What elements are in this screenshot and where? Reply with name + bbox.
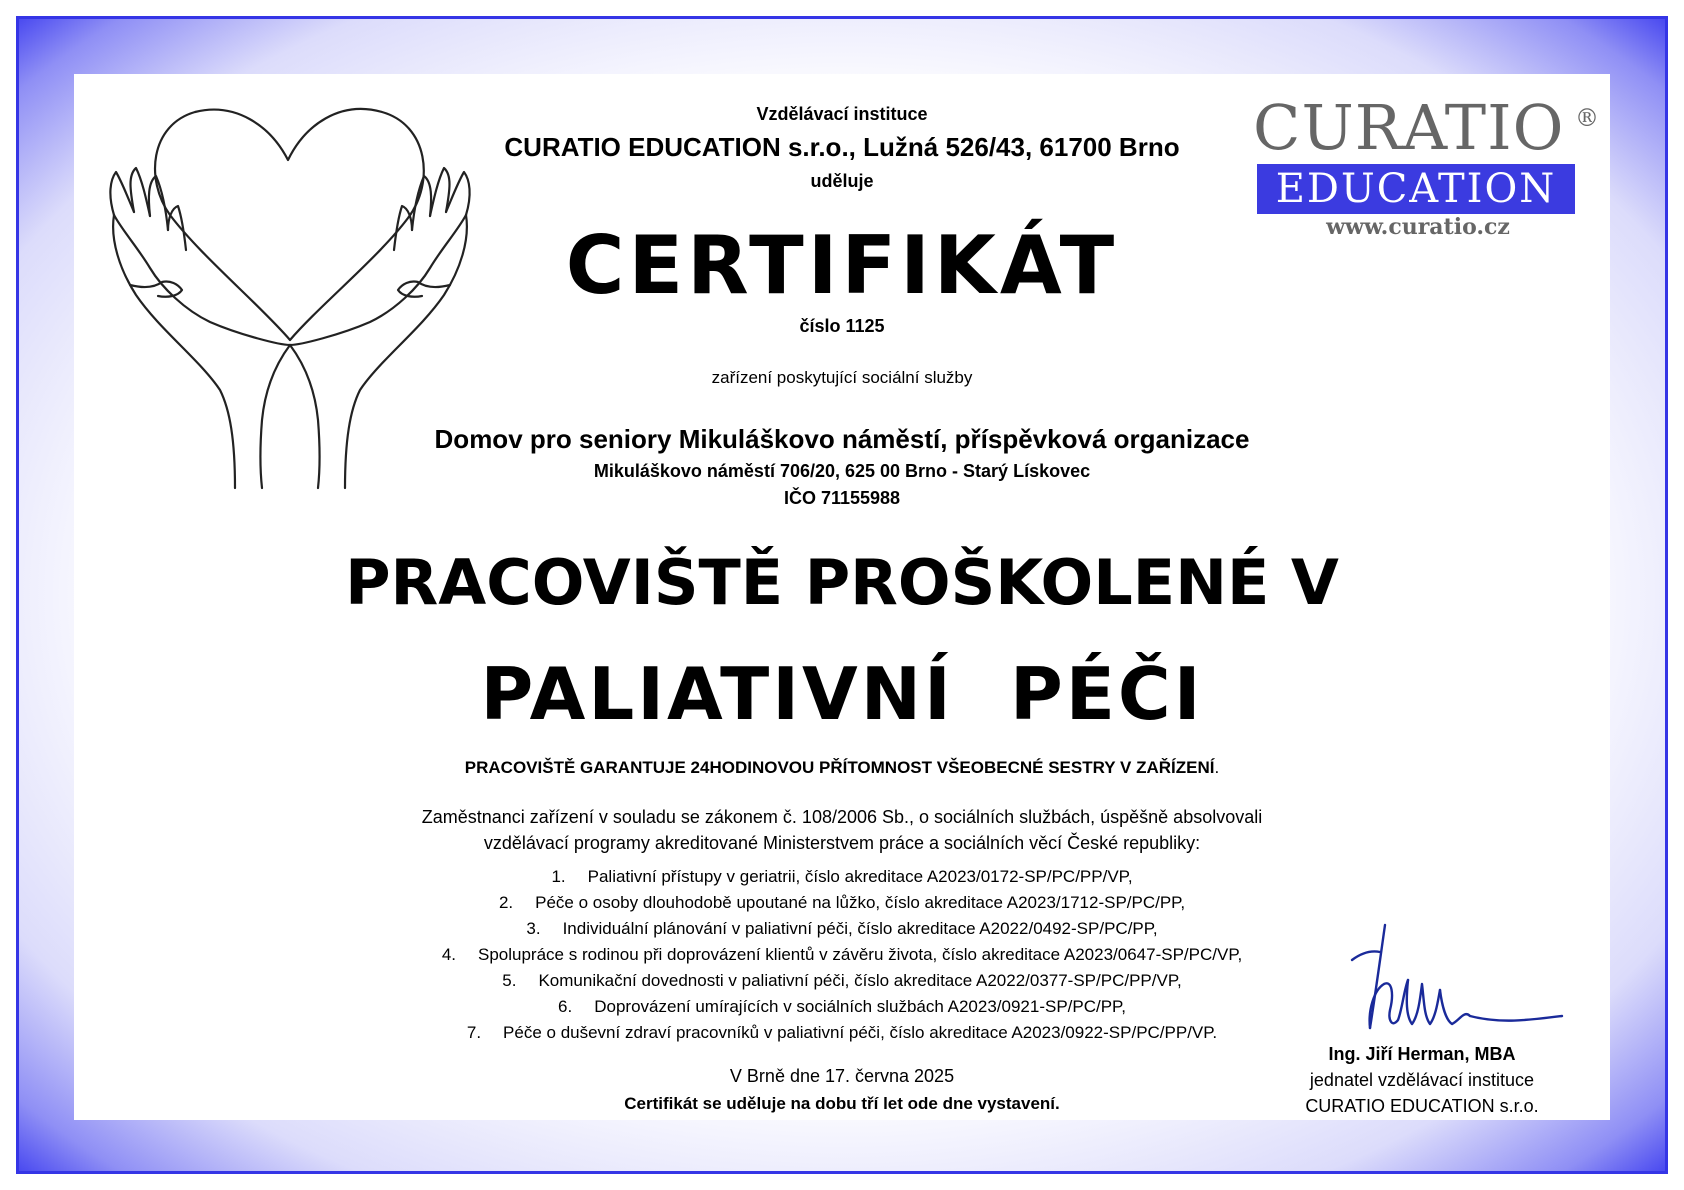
- guarantee-period: .: [1214, 758, 1220, 777]
- facility-address: Mikuláškovo náměstí 706/20, 625 00 Brno - Starý Lískovec: [593, 461, 1091, 481]
- logo-url: www.curatio.cz: [1326, 214, 1510, 240]
- certificate-title: CERTIFIKÁT: [565, 219, 1119, 312]
- list-item-text: Péče o duševní zdraví pracovníků v paliativní péči, číslo akreditace A2023/0922-SP/PC/PP/VP.: [503, 1023, 1218, 1042]
- list-item: [342, 994, 1342, 1020]
- list-item-number: 6.: [558, 997, 573, 1016]
- guarantee-statement: [292, 758, 1392, 778]
- intro-line1: Zaměstnanci zařízení v souladu se zákonem č. 108/2006 Sb., o sociálních službách, úspěšně absolvovali: [421, 807, 1263, 827]
- issuer-heading: Vzdělávací instituce: [756, 104, 928, 124]
- list-item-text: Spolupráce s rodinou při doprovázení klientů v závěru života, číslo akreditace A2023/0647-SP/PC/VP,: [478, 945, 1243, 964]
- list-item-number: 3.: [526, 919, 541, 938]
- list-item-number: 2.: [498, 893, 514, 912]
- validity-note: Certifikát se uděluje na dobu tří let ode dne vystavení.: [624, 1094, 1060, 1113]
- logo-band: EDUCATION: [1257, 164, 1575, 214]
- list-item: [342, 968, 1342, 994]
- intro-line2: vzdělávací programy akreditované Ministerstvem práce a sociálních věcí České republiky:: [483, 833, 1201, 853]
- registered-mark: ®: [1575, 104, 1599, 132]
- certificate-number: číslo 1125: [799, 316, 885, 336]
- list-item: [342, 864, 1342, 890]
- list-item: [342, 916, 1342, 942]
- facility-type: zařízení poskytující sociální služby: [711, 368, 973, 387]
- list-item: [342, 890, 1342, 916]
- place-date: V Brně dne 17. června 2025: [729, 1066, 955, 1086]
- signatory-role: jednatel vzdělávací instituce: [1309, 1070, 1535, 1090]
- list-item-text: Paliativní přístupy v geriatrii, číslo akreditace A2023/0172-SP/PC/PP/VP,: [587, 867, 1133, 886]
- issuer-grants: uděluje: [810, 171, 874, 191]
- logo-wordmark: CURATIO: [1253, 91, 1565, 164]
- list-item-number: 7.: [466, 1023, 482, 1042]
- issuer-name-address: CURATIO EDUCATION s.r.o., Lužná 526/43, 61700 Brno: [504, 132, 1180, 162]
- list-item-number: 4.: [441, 945, 456, 964]
- facility-name: Domov pro seniory Mikuláškovo náměstí, příspěvková organizace: [434, 424, 1250, 454]
- guarantee-text: PRACOVIŠTĚ GARANTUJE 24HODINOVOU PŘÍTOMNOST VŠEOBECNÉ SESTRY V ZAŘÍZENÍ: [464, 758, 1215, 777]
- list-item-number: 5.: [502, 971, 517, 990]
- signatory-name: Ing. Jiří Herman, MBA: [1328, 1044, 1516, 1064]
- programs-list: [342, 864, 1342, 1046]
- headline-line1: PRACOVIŠTĚ PROŠKOLENÉ V: [345, 546, 1339, 619]
- list-item: [342, 1020, 1342, 1046]
- facility-ico: IČO 71155988: [783, 488, 901, 508]
- list-item-number: 1.: [551, 867, 566, 886]
- list-item-text: Doprovázení umírajících v sociálních službách A2023/0921-SP/PC/PP,: [594, 997, 1126, 1016]
- headline-line2: PALIATIVNÍ PÉČI: [480, 652, 1204, 736]
- list-item: [342, 942, 1342, 968]
- signatory-org: CURATIO EDUCATION s.r.o.: [1305, 1096, 1539, 1116]
- list-item-text: Péče o osoby dlouhodobě upoutané na lůžko, číslo akreditace A2023/1712-SP/PC/PP,: [535, 893, 1186, 912]
- list-item-text: Individuální plánování v paliativní péči, číslo akreditace A2022/0492-SP/PC/PP,: [562, 919, 1158, 938]
- curatio-logo: [1253, 92, 1598, 252]
- list-item-text: Komunikační dovednosti v paliativní péči, číslo akreditace A2022/0377-SP/PC/PP/VP,: [538, 971, 1182, 990]
- signature-icon: [1340, 920, 1570, 1040]
